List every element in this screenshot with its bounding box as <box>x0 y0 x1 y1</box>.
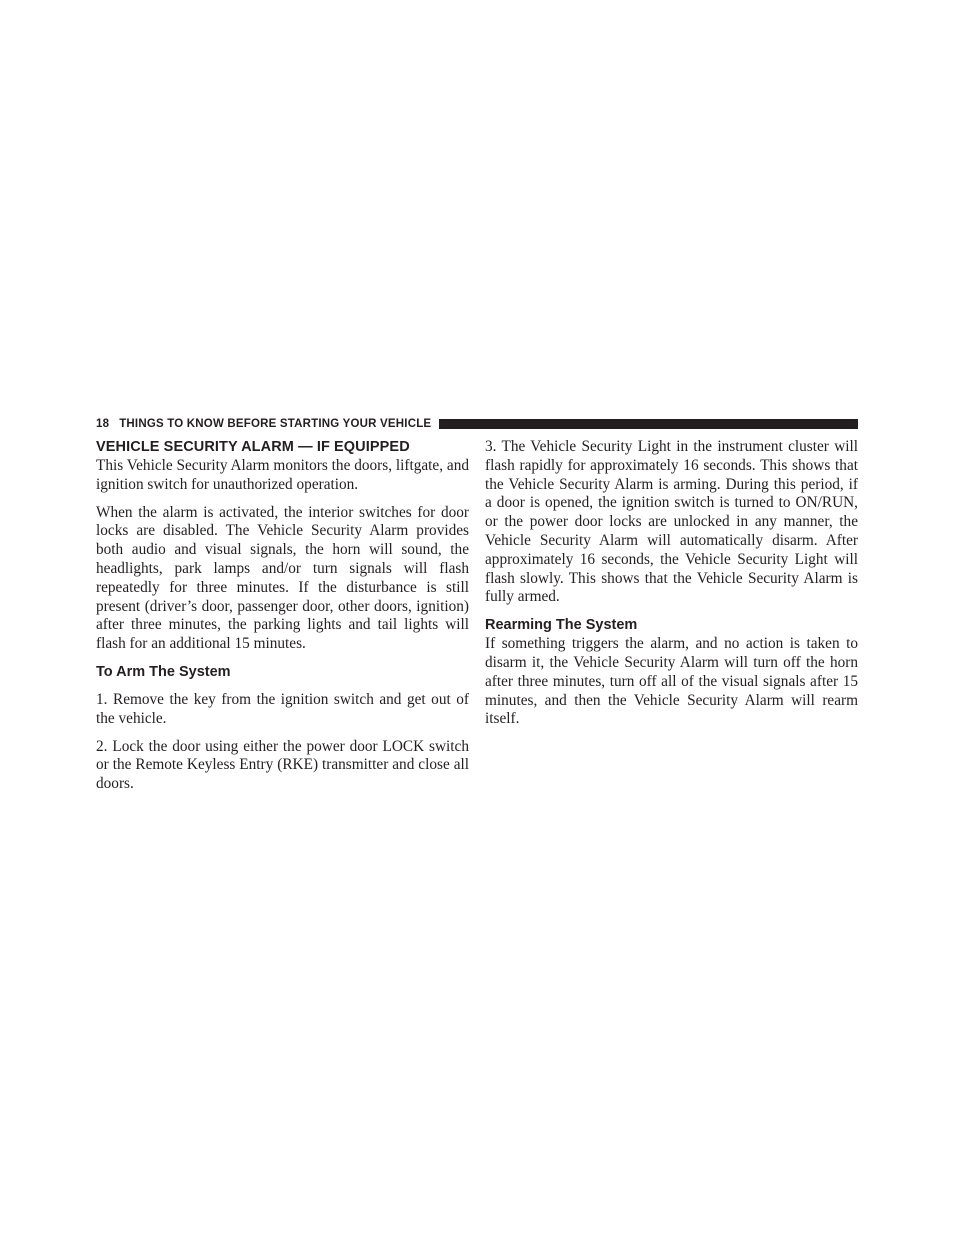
page-header <box>96 417 858 431</box>
right-column <box>485 438 858 729</box>
rearming-paragraph: If something triggers the alarm, and no action is taken to disarm it, the Vehicle Security Alarm will turn off the horn after three minutes, turn off all of the visual signals after 15 minutes, and then the Vehicle Security Alarm will rearm itself. <box>485 635 858 728</box>
section-title: THINGS TO KNOW BEFORE STARTING YOUR VEHICLE <box>119 418 432 430</box>
page-number: 18 <box>96 418 110 430</box>
section-heading: VEHICLE SECURITY ALARM — IF EQUIPPED <box>96 439 410 455</box>
header-rule <box>439 419 858 429</box>
arm-system-heading: To Arm The System <box>96 663 231 680</box>
activation-paragraph: When the alarm is activated, the interior switches for door locks are disabled. The Vehicle Security Alarm provides both audio and visual signals, the horn will sound, the headlights, park lamps and/or turn signals will flash repeatedly for three minutes. If the disturbance is still present (driver’s door, passenger door, other doors, ignition) after three minutes, the parking lights and tail lights will flash for an additional 15 minutes. <box>96 503 469 653</box>
step-1: 1. Remove the key from the ignition switch and get out of the vehicle. <box>96 690 469 727</box>
rearming-heading: Rearming The System <box>485 617 638 634</box>
intro-paragraph: This Vehicle Security Alarm monitors the doors, liftgate, and ignition switch for unauthorized operation. <box>96 457 469 493</box>
step-2: 2. Lock the door using either the power door LOCK switch or the Remote Keyless Entry (RKE) transmitter and close all doors. <box>96 737 469 793</box>
left-column <box>96 438 469 794</box>
step-3: 3. The Vehicle Security Light in the instrument cluster will flash rapidly for approximately 16 seconds. This shows that the Vehicle Security Alarm is arming. During this period, if a door is opened, the ignition switch is turned to ON/RUN, or the power door locks are unlocked in any manner, the Vehicle Security Alarm will automatically disarm. After approximately 16 seconds, the Vehicle Security Light will flash slowly. This shows that the Vehicle Security Alarm is fully armed. <box>485 438 858 606</box>
